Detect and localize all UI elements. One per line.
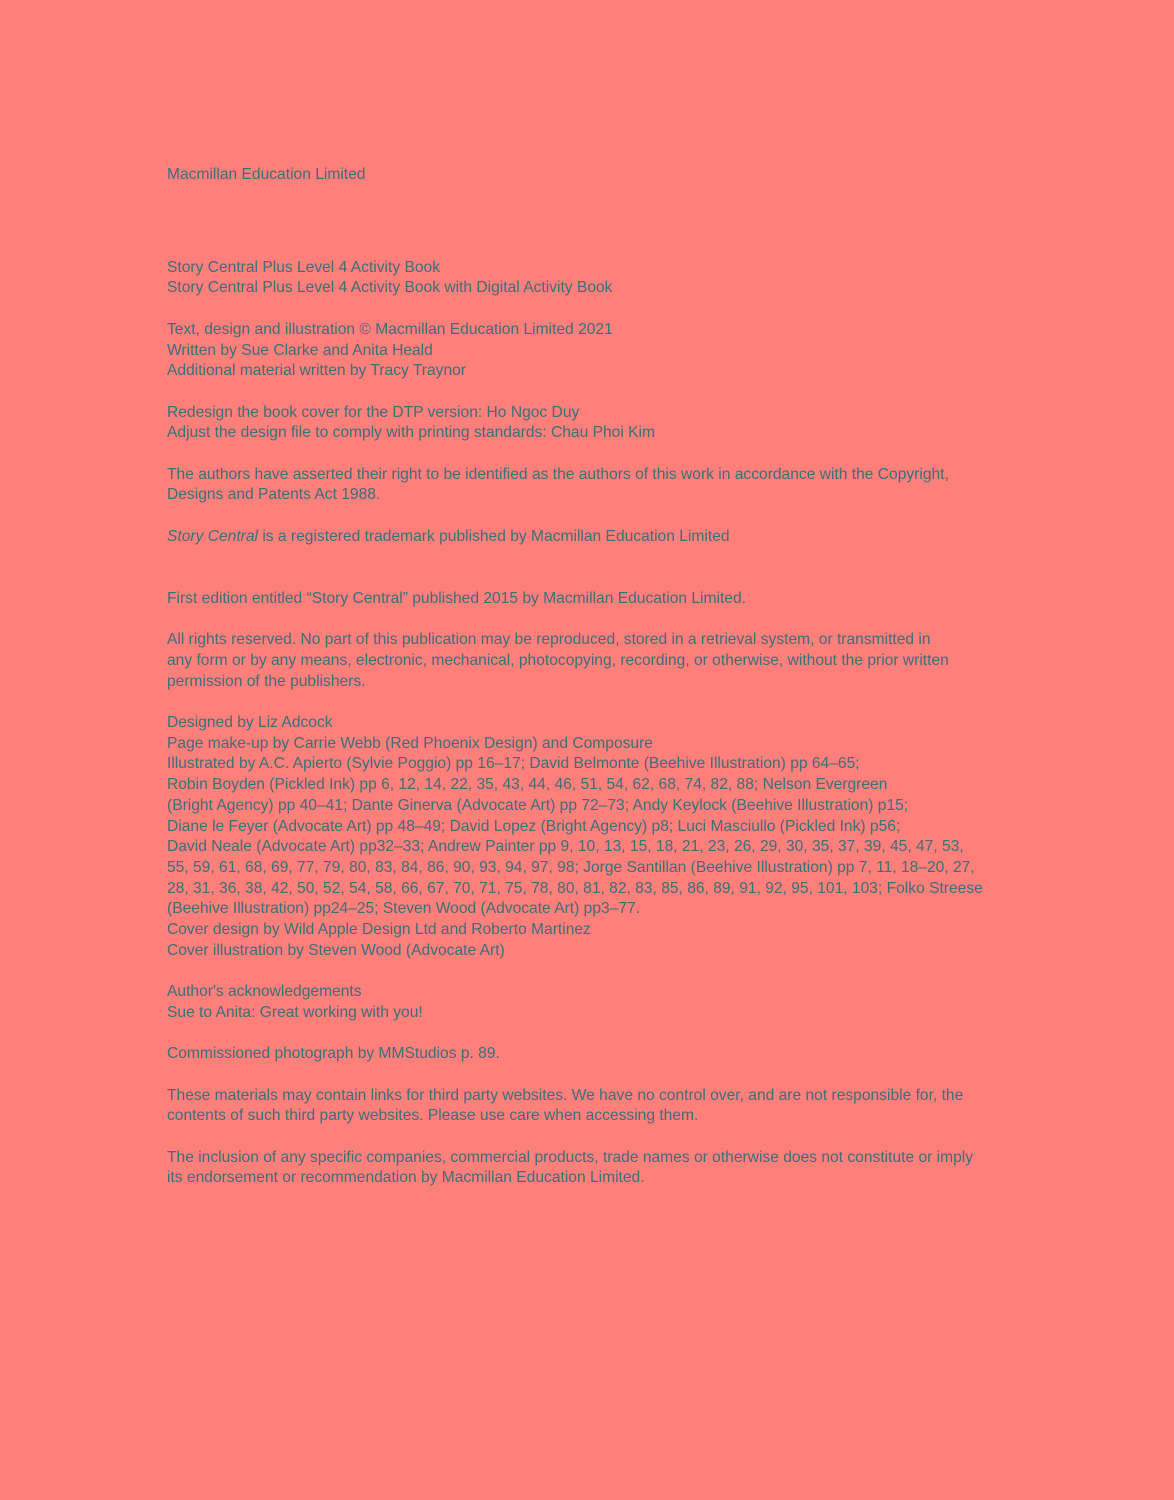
acknowledgements-heading: Author's acknowledgements xyxy=(167,983,362,1001)
trademark-rest: is a registered trademark published by Macmillan Education Limited xyxy=(258,527,730,545)
third-party-line: contents of such third party websites. Please use care when accessing them. xyxy=(167,1107,699,1125)
design-credit-line: Robin Boyden (Pickled Ink) pp 6, 12, 14, 22, 35, 43, 44, 46, 51, 54, 62, 68, 74, 82, 88; Nelson Evergreen xyxy=(167,776,888,794)
trademark-notice xyxy=(167,527,1087,548)
design-credit-line: Designed by Liz Adcock xyxy=(167,714,333,732)
design-illustration-credits xyxy=(167,713,1087,961)
endorsement-line: its endorsement or recommendation by Macmillan Education Limited. xyxy=(167,1169,645,1187)
credit-line: Additional material written by Tracy Traynor xyxy=(167,362,466,380)
rights-reserved xyxy=(167,630,1087,692)
endorsement-disclaimer xyxy=(167,1148,1087,1189)
design-credit-line: (Bright Agency) pp 40–41; Dante Ginerva (Advocate Art) pp 72–73; Andy Keylock (Beehive Illustration) p15; xyxy=(167,796,909,814)
copyright-text-block xyxy=(167,165,1087,1189)
third-party-line: These materials may contain links for third party websites. We have no control over, and are not responsible for, the xyxy=(167,1086,964,1104)
redesign-line: Redesign the book cover for the DTP version: Ho Ngoc Duy xyxy=(167,403,580,421)
assertion-line: The authors have asserted their right to be identified as the authors of this work in accordance with the Copyright, xyxy=(167,465,949,483)
photo-credit xyxy=(167,1044,1087,1065)
authorship-credits xyxy=(167,320,1087,382)
rights-line: any form or by any means, electronic, mechanical, photocopying, recording, or otherwise, without the prior written xyxy=(167,651,949,669)
acknowledgements-line: Sue to Anita: Great working with you! xyxy=(167,1003,423,1021)
trademark-line xyxy=(167,527,1087,548)
title-line: Story Central Plus Level 4 Activity Book with Digital Activity Book xyxy=(167,279,613,297)
first-edition-line: First edition entitled “Story Central” published 2015 by Macmillan Education Limited. xyxy=(167,589,746,607)
credit-line: Text, design and illustration © Macmillan Education Limited 2021 xyxy=(167,320,613,338)
rights-line: All rights reserved. No part of this publication may be reproduced, stored in a retrieval system, or transmitted in xyxy=(167,631,931,649)
redesign-line: Adjust the design file to comply with printing standards: Chau Phoi Kim xyxy=(167,424,655,442)
third-party-notice xyxy=(167,1086,1087,1127)
design-credit-line: (Beehive Illustration) pp24–25; Steven Wood (Advocate Art) pp3–77. xyxy=(167,900,641,918)
design-credit-line: 28, 31, 36, 38, 42, 50, 52, 54, 58, 66, 67, 70, 71, 75, 78, 80, 81, 82, 83, 85, 86, 89, 91, 92, 95, 101, 103; Folko Streese xyxy=(167,879,983,897)
book-titles xyxy=(167,258,1087,299)
photo-credit-line: Commissioned photograph by MMStudios p. 89. xyxy=(167,1045,500,1063)
title-line: Story Central Plus Level 4 Activity Book xyxy=(167,258,441,276)
assertion-line: Designs and Patents Act 1988. xyxy=(167,486,381,504)
design-credit-line: Illustrated by A.C. Apierto (Sylvie Poggio) pp 16–17; David Belmonte (Beehive Illustration) pp 64–65; xyxy=(167,755,860,773)
first-edition-notice xyxy=(167,589,1087,610)
authors-assertion xyxy=(167,465,1087,506)
credit-line: Written by Sue Clarke and Anita Heald xyxy=(167,341,433,359)
redesign-credits xyxy=(167,403,1087,444)
endorsement-line: The inclusion of any specific companies, commercial products, trade names or otherwise does not constitute or imply xyxy=(167,1148,974,1166)
design-credit-line: Diane le Feyer (Advocate Art) pp 48–49; David Lopez (Bright Agency) p8; Luci Masciullo (Pickled Ink) p56; xyxy=(167,817,901,835)
acknowledgements xyxy=(167,982,1087,1023)
design-credit-line: Cover illustration by Steven Wood (Advocate Art) xyxy=(167,941,505,959)
design-credit-line: Page make-up by Carrie Webb (Red Phoenix Design) and Composure xyxy=(167,734,653,752)
publisher-name: Macmillan Education Limited xyxy=(167,166,366,183)
rights-line: permission of the publishers. xyxy=(167,672,366,690)
design-credit-line: Cover design by Wild Apple Design Ltd and Roberto Martinez xyxy=(167,921,591,939)
design-credit-line: David Neale (Advocate Art) pp32–33; Andrew Painter pp 9, 10, 13, 15, 18, 21, 23, 26, 29, 30, 35, 37, 39, 45, 47, 53, xyxy=(167,838,964,856)
design-credit-line: 55, 59, 61, 68, 69, 77, 79, 80, 83, 84, 86, 90, 93, 94, 97, 98; Jorge Santillan (Beehive Illustration) pp 7, 11, 18–20, 27, xyxy=(167,858,975,876)
trademark-name: Story Central xyxy=(167,527,258,545)
